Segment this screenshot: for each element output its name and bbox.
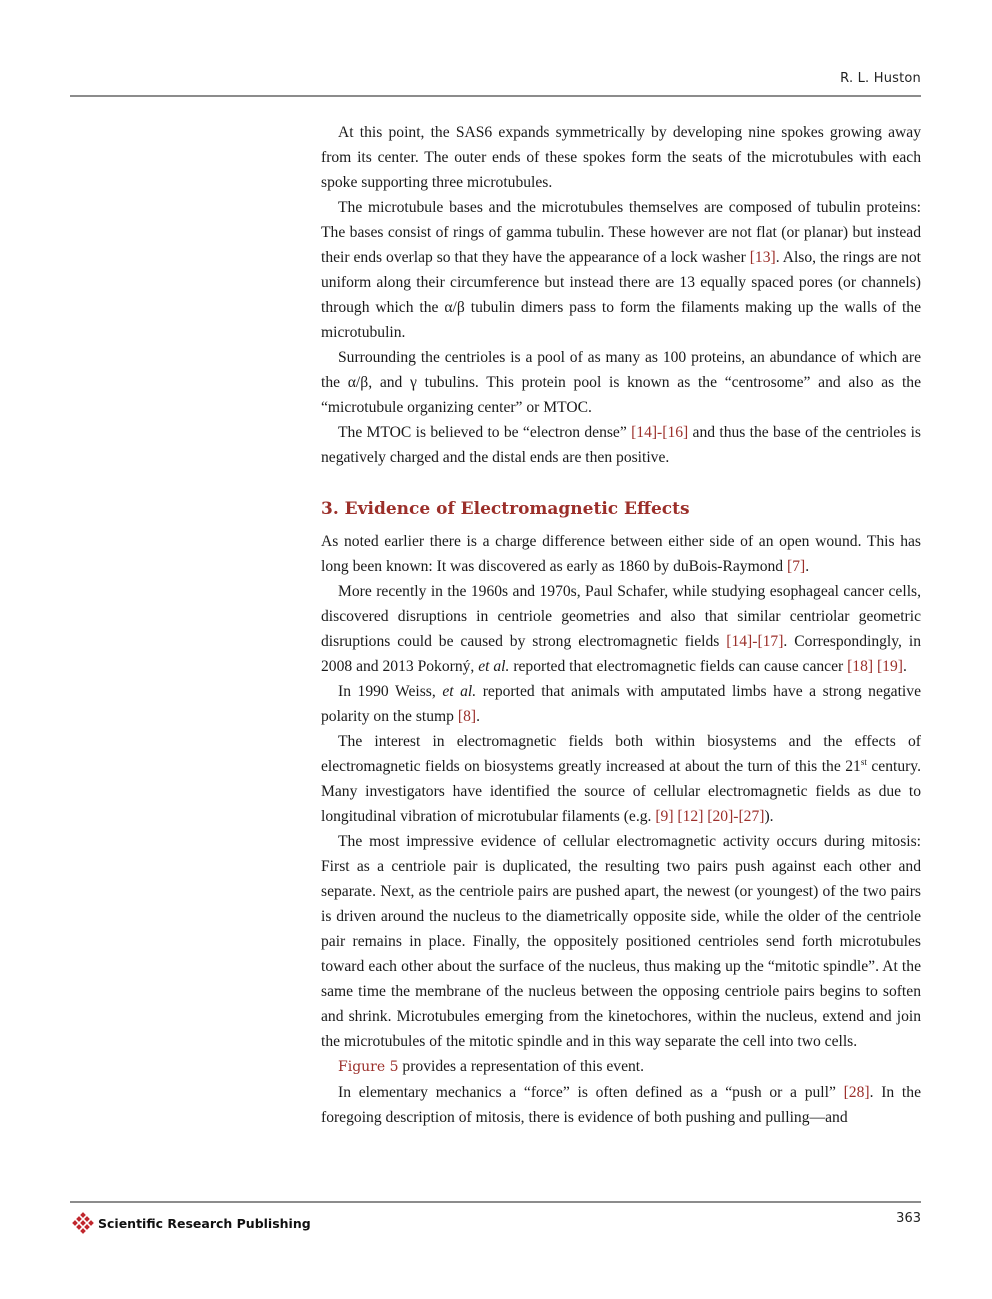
- srp-logo-icon: [72, 1212, 94, 1234]
- paragraph: [321, 420, 921, 470]
- paragraph: [321, 829, 921, 1054]
- header-rule: [70, 95, 921, 97]
- article-body: [321, 120, 921, 1130]
- running-header-author: R. L. Huston: [840, 71, 921, 86]
- superscript: st: [860, 756, 867, 767]
- citation-link[interactable]: [18] [19]: [847, 658, 903, 675]
- section-heading: 3. Evidence of Electromagnetic Effects: [321, 499, 690, 519]
- paragraph: [321, 120, 921, 195]
- publisher-name: Scientific Research Publishing: [98, 1215, 311, 1231]
- citation-link[interactable]: [14]-[17]: [726, 633, 784, 650]
- paragraph-text: .: [805, 558, 810, 575]
- paragraph-text: The MTOC is believed to be “electron dense”: [338, 424, 632, 441]
- paragraph-text: As noted earlier there is a charge difference between either side of an open wound. This has long been known: It was discovered as early as 1860 by duBois-Raymond: [321, 533, 921, 575]
- paragraph-text: ).: [764, 808, 774, 825]
- figure-link[interactable]: Figure 5: [338, 1059, 399, 1075]
- paragraph-text: More recently in the 1960s and 1970s, Paul Schafer, while studying esophageal cancer cells, discovered disruptions in centriole geometries and also that similar centriolar geometric disruptions could be caused by strong electromagnetic fields: [321, 583, 921, 650]
- et-al-italic: et al.: [478, 658, 510, 675]
- paragraph-text: . Also, the rings are not uniform along their circumference but instead there are 13 equally spaced pores (or channels) through which the α/β tubulin dimers pass to form the filaments making up the walls of the microtubulin.: [321, 249, 922, 341]
- paragraph: [321, 529, 921, 579]
- page-number: 363: [896, 1211, 921, 1226]
- paragraph-text: .: [476, 708, 480, 725]
- paragraph: [321, 345, 921, 420]
- paragraph-text: The interest in electromagnetic fields both within biosystems and the effects of electromagnetic fields on biosystems greatly increased at about the turn of this the 21: [321, 733, 921, 775]
- paragraph: [321, 679, 921, 729]
- paragraph-text: The microtubule bases and the microtubules themselves are composed of tubulin proteins: The bases consist of rings of gamma tubulin. These however are not flat (or planar) but instead their ends overlap so that they have the appearance of a lock washer: [321, 199, 921, 266]
- paragraph-text: Surrounding the centrioles is a pool of as many as 100 proteins, an abundance of which are the α/β, and γ tubulins. This protein pool is known as the “centrosome” and also as the “microtubule organizing center” or MTOC.: [321, 349, 921, 416]
- paragraph-text: At this point, the SAS6 expands symmetrically by developing nine spokes growing away from its center. The outer ends of these spokes form the seats of the microtubules with each spoke supporting three microtubules.: [321, 124, 921, 191]
- publisher-logo[interactable]: [72, 1212, 311, 1234]
- paragraph: [321, 1080, 921, 1130]
- paragraph: [321, 579, 921, 679]
- citation-link[interactable]: [28]: [843, 1084, 870, 1101]
- footer-rule: [70, 1201, 921, 1203]
- paragraph-text: . Correspondingly, in 2008 and 2013 Pokorný,: [321, 633, 921, 675]
- paragraph: [321, 729, 921, 829]
- paragraph-text: The most impressive evidence of cellular electromagnetic activity occurs during mitosis: First as a centriole pair is duplicated, the resulting two pairs push against each other and separate. Next, as the centriole pairs are pushed apart, the newest (or youngest) of the two pairs is driven around the nucleus to the diametrically opposite side, while the older of the centriole pair remains in place. Finally, the oppositely positioned centrioles send forth microtubules toward each other about the surface of the nucleus, thus making up the “mitotic spindle”. At the same time the membrane of the nucleus between the opposing centriole pairs begins to soften and shrink. Microtubules emerging from the kinetochores, within the nucleus, extend and join the microtubules of the mitotic spindle and in this way separate the cell into two cells.: [321, 833, 921, 1050]
- et-al-italic: et al.: [442, 683, 477, 700]
- paragraph: [321, 1054, 921, 1080]
- paragraph-text: reported that electromagnetic fields can cause cancer: [509, 658, 848, 675]
- paragraph-text: provides a representation of this event.: [398, 1058, 645, 1075]
- paragraph-text: reported that animals with amputated limbs have a strong negative polarity on the stump: [321, 683, 921, 725]
- citation-link[interactable]: [7]: [787, 558, 806, 575]
- paragraph-text: .: [902, 658, 907, 675]
- paragraph-text: In 1990 Weiss,: [338, 683, 443, 700]
- paragraph: [321, 195, 921, 345]
- paragraph-text: In elementary mechanics a “force” is often defined as a “push or a pull”: [338, 1084, 844, 1101]
- paragraph-text: . In the foregoing description of mitosis, there is evidence of both pushing and pulling—and: [321, 1084, 921, 1126]
- citation-link[interactable]: [13]: [749, 249, 776, 266]
- paragraph-text: century. Many investigators have identified the source of cellular electromagnetic fields as due to longitudinal vibration of microtubular filaments (e.g.: [321, 758, 921, 825]
- paragraph-text: and thus the base of the centrioles is negatively charged and the distal ends are then positive.: [321, 424, 921, 466]
- citation-link[interactable]: [14]-[16]: [631, 424, 689, 441]
- citation-link[interactable]: [9] [12] [20]-[27]: [655, 808, 765, 825]
- citation-link[interactable]: [8]: [457, 708, 477, 725]
